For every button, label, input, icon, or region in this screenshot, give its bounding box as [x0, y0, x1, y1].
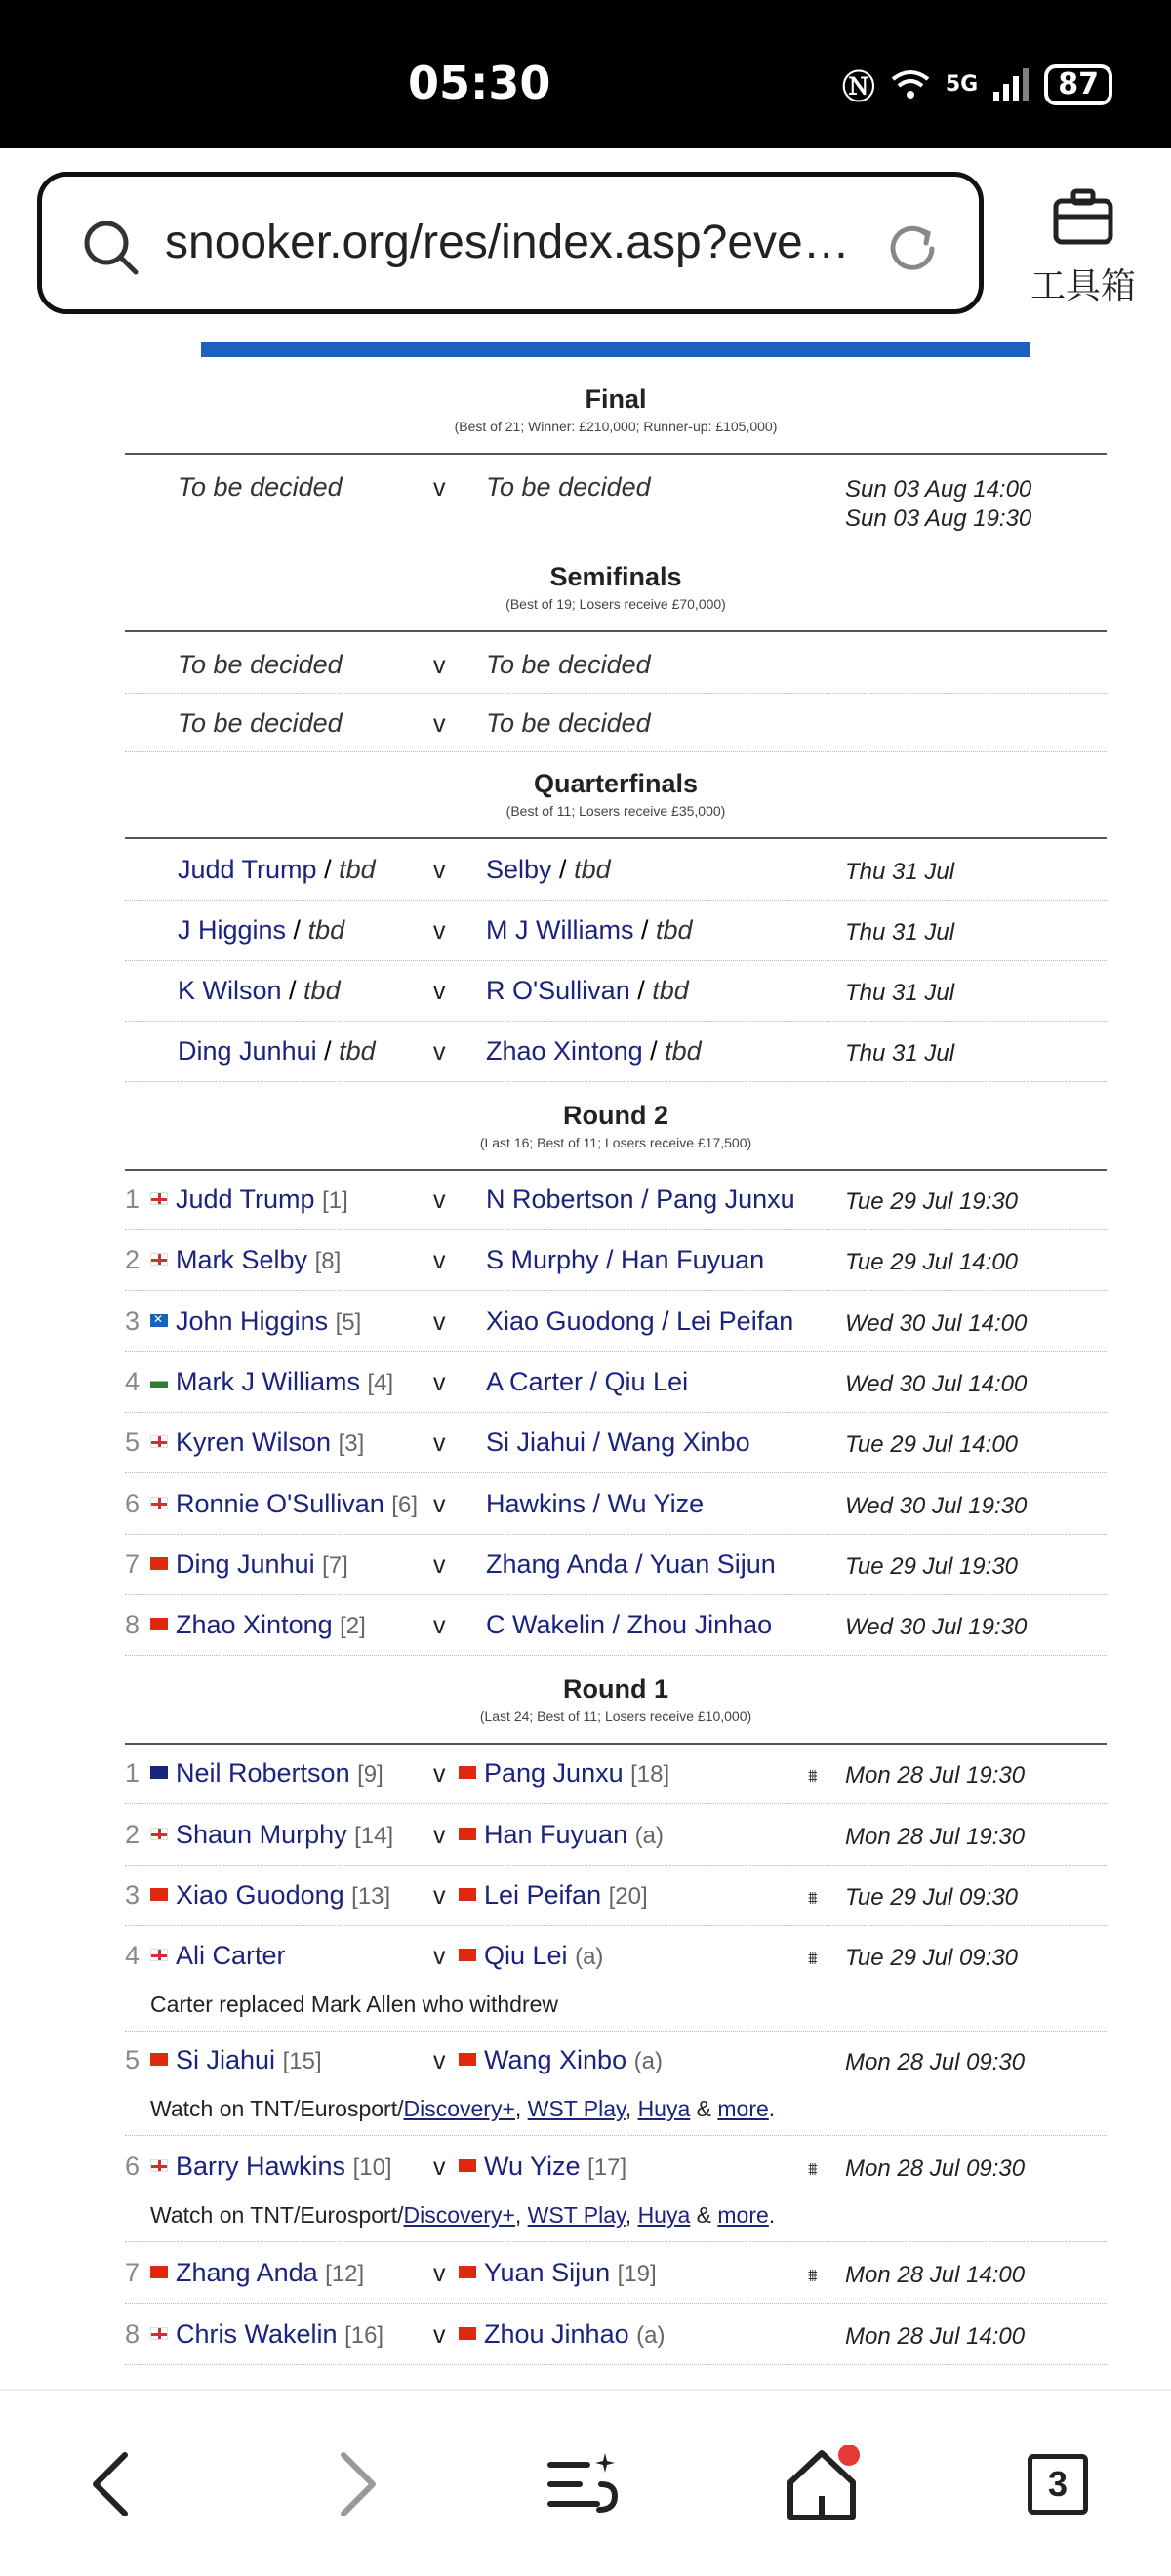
row-divider [125, 1472, 1107, 1473]
seed-label: [5] [335, 1309, 362, 1336]
player-link[interactable]: Zhang Anda [176, 2258, 318, 2287]
section-semis [125, 562, 1107, 612]
player-link[interactable]: Selby [486, 855, 552, 884]
match-number: 4 [125, 1367, 141, 1396]
section-title: Semifinals [549, 562, 682, 591]
quarterfinal-player-2[interactable]: Zhao Xintong / tbd [486, 1036, 702, 1066]
match-number: 8 [125, 1610, 141, 1639]
flag-chn-icon [459, 2327, 476, 2340]
battery-icon: 87 [1044, 64, 1112, 105]
tbd-label: tbd [574, 855, 611, 884]
url-text[interactable]: snooker.org/res/index.asp?eve… [165, 217, 850, 268]
round2-player-1[interactable] [150, 1428, 364, 1458]
player-link[interactable]: Pang Junxu [484, 1758, 624, 1788]
row-divider [125, 1865, 1107, 1866]
semi-2-player-1: To be decided [178, 708, 343, 738]
vs-label: v [433, 2153, 446, 2181]
nav-strip [201, 342, 1030, 357]
round1-player-1[interactable] [150, 1758, 384, 1789]
section-title: Round 2 [563, 1101, 668, 1130]
vs-label: v [433, 652, 446, 679]
round1-player-2[interactable] [459, 2319, 665, 2350]
player-link[interactable]: R O'Sullivan [486, 976, 630, 1005]
quarterfinal-player-1[interactable]: J Higgins / tbd [178, 915, 345, 945]
flag-eng-icon [150, 2327, 168, 2340]
player-link[interactable]: Lei Peifan [484, 1880, 602, 1910]
row-divider [125, 1351, 1107, 1352]
flag-chn-icon [459, 1828, 476, 1840]
flag-eng-icon [150, 1253, 168, 1266]
reload-icon[interactable] [883, 220, 942, 278]
row-divider [125, 1412, 1107, 1413]
section-subtitle: (Best of 21; Winner: £210,000; Runner-up: £105,000) [454, 419, 778, 434]
match-date: Tue 29 Jul 19:30 [845, 1553, 1019, 1580]
round2-player-2[interactable]: S Murphy / Han Fuyuan [486, 1245, 765, 1274]
semi-1-player-2: To be decided [486, 650, 651, 679]
match-date: Mon 28 Jul 14:00 [845, 2262, 1026, 2288]
row-divider [125, 2241, 1107, 2242]
flag-eng-icon [150, 1192, 168, 1205]
vs-label: v [433, 1187, 446, 1214]
round1-player-2[interactable] [459, 2152, 626, 2182]
separator: . [768, 2096, 776, 2121]
player-link[interactable]: Xiao Guodong [176, 1880, 344, 1910]
match-number: 5 [125, 2045, 141, 2074]
bottom-nav [0, 2389, 1171, 2576]
flag-chn-icon [459, 1766, 476, 1779]
match-date: Tue 29 Jul 14:00 [845, 1431, 1019, 1458]
seed-label: [17] [587, 2154, 627, 2181]
section-title: Round 1 [563, 1674, 668, 1704]
player-link[interactable]: Wu Yize [484, 2152, 581, 2181]
seed-label: [7] [322, 1552, 348, 1579]
seed-label: [9] [357, 1761, 384, 1788]
section-title: Quarterfinals [533, 769, 699, 798]
tbd-label: tbd [339, 855, 376, 884]
match-number: 4 [125, 1941, 141, 1970]
match-number: 6 [125, 1489, 141, 1518]
match-date: Wed 30 Jul 19:30 [845, 1614, 1028, 1640]
divider [125, 453, 1107, 455]
tbd-label: tbd [665, 1036, 702, 1066]
vs-label: v [433, 1551, 446, 1579]
row-divider [125, 1229, 1107, 1230]
tbd-label: tbd [303, 976, 341, 1005]
player-link[interactable]: Ding Junhui [176, 1550, 315, 1579]
round1-player-2[interactable] [459, 2045, 663, 2075]
row-divider [125, 693, 1107, 694]
player-link[interactable]: Barry Hawkins [176, 2152, 346, 2181]
flag-chn-icon [150, 2266, 168, 2278]
vs-label: v [433, 857, 446, 884]
separator: , [625, 2096, 638, 2121]
section-subtitle: (Best of 19; Losers receive £70,000) [505, 596, 726, 612]
match-number: 7 [125, 1550, 141, 1579]
huya-link[interactable]: Huya [637, 2096, 691, 2121]
round1-player-1[interactable] [150, 1880, 390, 1911]
seed-label: [20] [608, 1883, 648, 1910]
wifi-icon [891, 69, 930, 101]
vs-label: v [433, 1760, 446, 1788]
seed-label: (a) [633, 2048, 663, 2074]
seed-label: [1] [322, 1187, 348, 1214]
match-number: 2 [125, 1245, 141, 1274]
round1-player-2[interactable] [459, 1941, 603, 1971]
row-divider [125, 751, 1107, 752]
vs-label: v [433, 1369, 446, 1396]
vs-label: v [433, 710, 446, 738]
seed-label: [18] [630, 1761, 670, 1788]
section-round1 [125, 1674, 1107, 1724]
wst-play-link[interactable]: WST Play [527, 2096, 626, 2121]
row-divider [125, 1081, 1107, 1082]
round2-player-1[interactable] [150, 1185, 348, 1215]
player-link[interactable]: Chris Wakelin [176, 2319, 338, 2349]
player-link[interactable]: Ronnie O'Sullivan [176, 1489, 384, 1518]
vs-label: v [433, 2260, 446, 2287]
separator: & [690, 2202, 718, 2228]
address-bar[interactable] [37, 172, 984, 314]
more-link[interactable]: more [717, 2096, 769, 2121]
section-subtitle: (Last 16; Best of 11; Losers receive £17,500) [479, 1135, 752, 1150]
player-link[interactable]: Judd Trump [178, 855, 317, 884]
player-link[interactable]: J Higgins [178, 915, 287, 945]
match-date: Tue 29 Jul 14:00 [845, 1249, 1019, 1275]
player-link[interactable]: Zhao Xintong [486, 1036, 643, 1066]
vs-label: v [433, 474, 446, 502]
seed-label: [19] [617, 2261, 657, 2287]
player-link[interactable]: Yuan Sijun [484, 2258, 611, 2287]
semi-1-player-1: To be decided [178, 650, 343, 679]
separator: , [514, 2202, 528, 2228]
vs-label: v [433, 1491, 446, 1518]
player-link[interactable]: K Wilson [178, 976, 282, 1005]
match-number: 2 [125, 1820, 141, 1849]
separator: , [625, 2202, 638, 2228]
flag-chn-icon [459, 1949, 476, 1961]
vs-label: v [433, 1308, 446, 1336]
divider [125, 630, 1107, 632]
tabs-icon [1028, 2454, 1088, 2515]
vs-label: v [433, 1943, 446, 1970]
row-divider [125, 900, 1107, 901]
final-player-1: To be decided [178, 472, 343, 502]
page-content [0, 334, 1171, 2389]
round2-player-1[interactable] [150, 1550, 348, 1580]
status-bar [0, 0, 1171, 148]
toolbox-icon [1052, 187, 1114, 246]
section-round2 [125, 1101, 1107, 1150]
seed-label: (a) [575, 1944, 604, 1970]
player-link[interactable]: Wang Xinbo [484, 2045, 627, 2074]
tbd-label: tbd [307, 915, 345, 945]
player-link[interactable]: Han Fuyuan [484, 1820, 628, 1849]
section-final [125, 384, 1107, 434]
round2-player-1[interactable] [150, 1307, 361, 1337]
menu-icon[interactable] [545, 2445, 623, 2523]
row-divider [125, 1021, 1107, 1022]
section-title: Final [585, 384, 647, 414]
quarterfinal-player-2[interactable]: R O'Sullivan / tbd [486, 976, 689, 1005]
separator: . [768, 2202, 776, 2228]
match-date: Mon 28 Jul 19:30 [845, 1762, 1026, 1789]
vs-label: v [433, 978, 446, 1005]
seed-label: [4] [367, 1370, 394, 1396]
quarterfinal-player-1[interactable]: K Wilson / tbd [178, 976, 341, 1005]
round2-player-1[interactable] [150, 1367, 393, 1397]
flag-eng-icon [150, 1949, 168, 1961]
flag-aus-icon [150, 1766, 168, 1779]
match-number: 6 [125, 2152, 141, 2181]
divider [125, 837, 1107, 839]
flag-chn-icon [459, 2159, 476, 2172]
seed-label: [10] [352, 2154, 392, 2181]
round1-player-1[interactable] [150, 1820, 393, 1850]
status-icons [842, 60, 1112, 108]
row-divider [125, 2364, 1107, 2365]
toolbox-button[interactable] [1025, 187, 1142, 308]
vs-label: v [433, 917, 446, 945]
tbd-label: tbd [652, 976, 689, 1005]
match-date: Tue 29 Jul 09:30 [845, 1884, 1019, 1911]
discovery-link[interactable]: Discovery+ [403, 2096, 515, 2121]
vs-label: v [433, 2321, 446, 2349]
flag-chn-icon [459, 2266, 476, 2278]
flag-chn-icon [150, 1557, 168, 1570]
round2-player-2[interactable]: Xiao Guodong / Lei Peifan [486, 1307, 794, 1336]
tabs-count: 3 [1047, 2464, 1069, 2504]
quarterfinal-player-1[interactable]: Ding Junhui / tbd [178, 1036, 376, 1066]
player-link[interactable]: M J Williams [486, 915, 634, 945]
seed-label: [12] [325, 2261, 365, 2287]
round2-player-2[interactable]: C Wakelin / Zhou Jinhao [486, 1610, 773, 1639]
row-divider [125, 1803, 1107, 1804]
match-date: Thu 31 Jul [845, 919, 955, 946]
separator: , [514, 2096, 528, 2121]
divider [125, 1169, 1107, 1171]
round2-player-2[interactable]: Si Jiahui / Wang Xinbo [486, 1428, 750, 1457]
match-date: Tue 29 Jul 09:30 [845, 1945, 1019, 1971]
vs-label: v [433, 1612, 446, 1639]
flag-eng-icon [150, 1435, 168, 1448]
player-link[interactable]: Qiu Lei [484, 1941, 568, 1970]
round2-player-2[interactable]: A Carter / Qiu Lei [486, 1367, 689, 1396]
final-player-2: To be decided [486, 472, 651, 502]
signal-icon [993, 68, 1029, 101]
quarterfinal-player-1[interactable]: Judd Trump / tbd [178, 855, 376, 884]
seed-label: [3] [338, 1430, 365, 1457]
flag-chn-icon [150, 1888, 168, 1901]
note-prefix: Watch on TNT/Eurosport/ [150, 2096, 404, 2121]
seed-label: (a) [634, 1823, 664, 1849]
flag-chn-icon [150, 2053, 168, 2066]
player-link[interactable]: Shaun Murphy [176, 1820, 347, 1849]
match-number: 8 [125, 2319, 141, 2349]
row-divider [125, 960, 1107, 961]
round2-player-1[interactable] [150, 1489, 418, 1519]
player-link[interactable]: Neil Robertson [176, 1758, 350, 1788]
match-date: Wed 30 Jul 14:00 [845, 1371, 1028, 1397]
match-note: Carter replaced Mark Allen who withdrew [150, 1992, 559, 2017]
divider [125, 1743, 1107, 1745]
round2-player-2[interactable]: Zhang Anda / Yuan Sijun [486, 1550, 776, 1579]
row-divider [125, 1594, 1107, 1595]
row-divider [125, 1534, 1107, 1535]
row-divider [125, 2135, 1107, 2136]
status-time: 05:30 [408, 57, 551, 109]
player-link[interactable]: Mark Selby [176, 1245, 308, 1274]
discovery-link[interactable]: Discovery+ [403, 2202, 515, 2228]
semi-2-player-2: To be decided [486, 708, 651, 738]
row-divider [125, 1655, 1107, 1656]
match-date: Thu 31 Jul [845, 1040, 955, 1067]
player-link[interactable]: Zhou Jinhao [484, 2319, 629, 2349]
seed-label: [14] [354, 1823, 394, 1849]
round1-player-2[interactable] [459, 2258, 657, 2288]
seed-label: [16] [344, 2322, 384, 2349]
player-link[interactable]: Zhao Xintong [176, 1610, 333, 1639]
tv-coverage-icon: ⩩ [808, 1888, 818, 1908]
round2-player-2[interactable]: N Robertson / Pang Junxu [486, 1185, 795, 1214]
player-link[interactable]: Ding Junhui [178, 1036, 317, 1066]
match-number: 7 [125, 2258, 141, 2287]
round1-player-2[interactable] [459, 1758, 669, 1789]
note-prefix: Watch on TNT/Eurosport/ [150, 2202, 404, 2228]
match-date: Wed 30 Jul 19:30 [845, 1493, 1028, 1519]
tbd-label: tbd [339, 1036, 376, 1066]
seed-label: [6] [391, 1492, 418, 1518]
tv-coverage-icon: ⩩ [808, 2159, 818, 2179]
more-link[interactable]: more [717, 2202, 769, 2228]
seed-label: (a) [636, 2322, 666, 2349]
tv-coverage-icon: ⩩ [808, 1766, 818, 1786]
flag-sco-icon [150, 1314, 168, 1327]
round1-player-2[interactable] [459, 1880, 648, 1911]
flag-wal-icon [150, 1375, 168, 1388]
final-date-1: Sun 03 Aug 14:00 [845, 476, 1032, 503]
match-number: 1 [125, 1758, 141, 1788]
tbd-label: tbd [656, 915, 693, 945]
match-date: Thu 31 Jul [845, 859, 955, 885]
vs-label: v [433, 1882, 446, 1910]
flag-eng-icon [150, 1497, 168, 1509]
vs-label: v [433, 1822, 446, 1849]
tv-coverage-icon: ⩩ [808, 2266, 818, 2285]
match-date: Mon 28 Jul 09:30 [845, 2155, 1026, 2182]
round1-player-1[interactable] [150, 2319, 384, 2350]
match-number: 3 [125, 1307, 141, 1336]
row-divider [125, 1925, 1107, 1926]
flag-eng-icon [150, 2159, 168, 2172]
section-subtitle: (Last 24; Best of 11; Losers receive £10,000) [479, 1709, 752, 1724]
seed-label: [15] [282, 2048, 322, 2074]
match-date: Mon 28 Jul 14:00 [845, 2323, 1026, 2350]
seed-label: [8] [314, 1248, 342, 1274]
quarterfinal-player-2[interactable]: M J Williams / tbd [486, 915, 693, 945]
vs-label: v [433, 1247, 446, 1274]
section-quarters [125, 769, 1107, 819]
round2-player-1[interactable] [150, 1610, 366, 1640]
round2-player-2[interactable]: Hawkins / Wu Yize [486, 1489, 705, 1518]
player-link[interactable]: Mark J Williams [176, 1367, 360, 1396]
broadcast-note [150, 2202, 775, 2229]
row-divider [125, 1290, 1107, 1291]
player-link[interactable]: John Higgins [176, 1307, 329, 1336]
round1-player-1[interactable] [150, 1941, 286, 1971]
wst-play-link[interactable]: WST Play [527, 2202, 626, 2228]
home-icon[interactable] [783, 2445, 861, 2523]
flag-chn-icon [150, 1618, 168, 1630]
player-link[interactable]: Ali Carter [176, 1941, 286, 1970]
player-link[interactable]: Judd Trump [176, 1185, 315, 1214]
round1-player-1[interactable] [150, 2258, 364, 2288]
toolbox-label: 工具箱 [1030, 266, 1136, 306]
vs-label: v [433, 1429, 446, 1457]
match-number: 1 [125, 1185, 141, 1214]
huya-link[interactable]: Huya [637, 2202, 691, 2228]
flag-eng-icon [150, 1828, 168, 1840]
vs-label: v [433, 2047, 446, 2074]
match-date: Tue 29 Jul 19:30 [845, 1188, 1019, 1215]
match-number: 5 [125, 1428, 141, 1457]
round1-player-1[interactable] [150, 2152, 392, 2182]
search-icon [81, 218, 141, 278]
match-date: Wed 30 Jul 14:00 [845, 1310, 1028, 1337]
round1-player-2[interactable] [459, 1820, 664, 1850]
quarterfinal-player-2[interactable]: Selby / tbd [486, 855, 611, 884]
notification-dot [838, 2445, 860, 2466]
match-number: 3 [125, 1880, 141, 1910]
seed-label: [2] [340, 1613, 366, 1639]
seed-label: [13] [351, 1883, 391, 1910]
match-date: Mon 28 Jul 19:30 [845, 1824, 1026, 1850]
network-type: 5G [945, 72, 979, 97]
round1-player-1[interactable] [150, 2045, 322, 2075]
row-divider [125, 2303, 1107, 2304]
nfc-icon: Ⓝ [841, 68, 875, 107]
tv-coverage-icon: ⩩ [808, 1949, 818, 1968]
round2-player-1[interactable] [150, 1245, 341, 1275]
tabs-button[interactable] [1019, 2445, 1097, 2523]
back-icon[interactable] [74, 2445, 152, 2523]
row-divider [125, 2031, 1107, 2032]
browser-toolbar [0, 148, 1171, 334]
final-date-2: Sun 03 Aug 19:30 [845, 505, 1032, 532]
player-link[interactable]: Si Jiahui [176, 2045, 276, 2074]
flag-chn-icon [459, 2053, 476, 2066]
player-link[interactable]: Kyren Wilson [176, 1428, 332, 1457]
match-date: Thu 31 Jul [845, 980, 955, 1006]
vs-label: v [433, 1038, 446, 1066]
match-date: Mon 28 Jul 09:30 [845, 2049, 1026, 2075]
separator: & [690, 2096, 718, 2121]
section-subtitle: (Best of 11; Losers receive £35,000) [505, 803, 726, 819]
flag-chn-icon [459, 1888, 476, 1901]
broadcast-note [150, 2096, 775, 2122]
forward-icon[interactable] [316, 2445, 394, 2523]
